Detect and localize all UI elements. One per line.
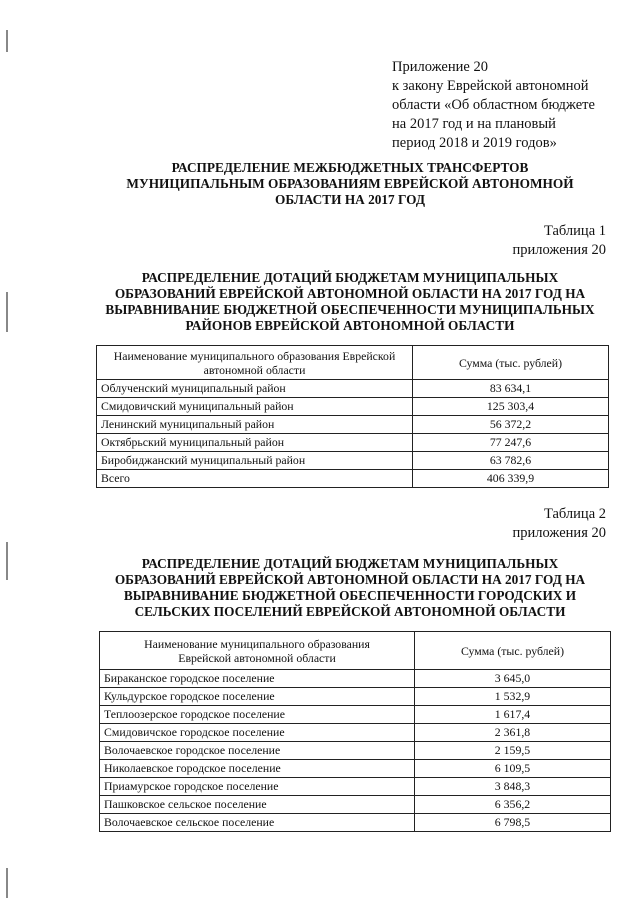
row-sum: 3 848,3	[415, 778, 611, 796]
row-name: Пашковское сельское поселение	[100, 796, 415, 814]
scan-edge-mark	[6, 868, 8, 898]
table2-title-line: РАСПРЕДЕЛЕНИЕ ДОТАЦИЙ БЮДЖЕТАМ МУНИЦИПАЛЬНЫХ	[141, 556, 559, 571]
row-name: Теплоозерское городское поселение	[100, 706, 415, 724]
table2-title-line: ВЫРАВНИВАНИЕ БЮДЖЕТНОЙ ОБЕСПЕЧЕННОСТИ ГОРОДСКИХ И	[123, 588, 577, 603]
table1-title-line: РАЙОНОВ ЕВРЕЙСКОЙ АВТОНОМНОЙ ОБЛАСТИ	[185, 318, 515, 333]
table2-title-line: ОБРАЗОВАНИЙ ЕВРЕЙСКОЙ АВТОНОМНОЙ ОБЛАСТИ НА 2017 ГОД НА	[114, 572, 586, 587]
row-sum: 2 361,8	[415, 724, 611, 742]
table1	[96, 345, 609, 488]
main-title-line: ОБЛАСТИ НА 2017 ГОД	[275, 192, 425, 207]
table-row	[97, 398, 609, 416]
row-name: Смидовичское городское поселение	[100, 724, 415, 742]
row-sum: 63 782,6	[413, 452, 609, 470]
row-sum: 2 159,5	[415, 742, 611, 760]
column-header-name-line: Еврейской автономной области	[178, 650, 336, 665]
table2	[99, 631, 611, 832]
column-header-name-line: Наименование муниципального образования	[144, 636, 370, 651]
row-sum: 125 303,4	[413, 398, 609, 416]
table-header-row	[100, 632, 611, 670]
table-row	[100, 778, 611, 796]
table1-reference	[513, 222, 606, 260]
table-total-row	[97, 470, 609, 488]
table-row	[100, 814, 611, 832]
row-name: Бираканское городское поселение	[100, 670, 415, 688]
table-row	[100, 706, 611, 724]
appendix-line: на 2017 год и на плановый	[392, 116, 556, 132]
row-sum: 1 532,9	[415, 688, 611, 706]
row-name: Приамурское городское поселение	[100, 778, 415, 796]
table2-reference	[513, 505, 606, 543]
table-header-row	[97, 346, 609, 380]
row-sum: 6 798,5	[415, 814, 611, 832]
table-row	[100, 670, 611, 688]
row-name: Октябрьский муниципальный район	[97, 434, 413, 452]
column-header-sum: Сумма (тыс. рублей)	[415, 632, 611, 670]
column-header-sum: Сумма (тыс. рублей)	[413, 346, 609, 380]
column-header-name-line: автономной области	[203, 362, 306, 377]
row-name: Всего	[97, 470, 413, 488]
table1-title-line: РАСПРЕДЕЛЕНИЕ ДОТАЦИЙ БЮДЖЕТАМ МУНИЦИПАЛЬНЫХ	[141, 270, 559, 285]
table2-ref-line: приложения 20	[512, 525, 606, 541]
table-row	[100, 742, 611, 760]
row-name: Волочаевское сельское поселение	[100, 814, 415, 832]
row-name: Биробиджанский муниципальный район	[97, 452, 413, 470]
table2-title	[60, 556, 640, 620]
column-header-name	[100, 632, 415, 670]
table1-title	[60, 270, 640, 334]
row-sum: 406 339,9	[413, 470, 609, 488]
table-row	[100, 724, 611, 742]
row-sum: 1 617,4	[415, 706, 611, 724]
table-row	[100, 760, 611, 778]
scan-edge-mark	[6, 30, 8, 52]
appendix-line: Приложение 20	[392, 59, 488, 75]
row-sum: 77 247,6	[413, 434, 609, 452]
scan-edge-mark	[6, 542, 8, 580]
appendix-line: к закону Еврейской автономной	[392, 78, 589, 94]
scan-edge-mark	[6, 292, 8, 332]
main-title-line: РАСПРЕДЕЛЕНИЕ МЕЖБЮДЖЕТНЫХ ТРАНСФЕРТОВ	[171, 160, 529, 175]
table-row	[97, 416, 609, 434]
main-title	[60, 160, 640, 208]
main-title-line: МУНИЦИПАЛЬНЫМ ОБРАЗОВАНИЯМ ЕВРЕЙСКОЙ АВТОНОМНОЙ	[126, 176, 574, 191]
appendix-line: области «Об областном бюджете	[392, 97, 595, 113]
table1-ref-line: приложения 20	[512, 242, 606, 258]
table-row	[100, 688, 611, 706]
row-sum: 6 356,2	[415, 796, 611, 814]
column-header-name	[97, 346, 413, 380]
table1-title-line: ВЫРАВНИВАНИЕ БЮДЖЕТНОЙ ОБЕСПЕЧЕННОСТИ МУНИЦИПАЛЬНЫХ	[105, 302, 595, 317]
row-sum: 6 109,5	[415, 760, 611, 778]
row-name: Николаевское городское поселение	[100, 760, 415, 778]
table1-title-line: ОБРАЗОВАНИЙ ЕВРЕЙСКОЙ АВТОНОМНОЙ ОБЛАСТИ НА 2017 ГОД НА	[114, 286, 586, 301]
table2-title-line: СЕЛЬСКИХ ПОСЕЛЕНИЙ ЕВРЕЙСКОЙ АВТОНОМНОЙ ОБЛАСТИ	[134, 604, 566, 619]
row-sum: 3 645,0	[415, 670, 611, 688]
table2-ref-line: Таблица 2	[543, 506, 606, 522]
table-row	[97, 452, 609, 470]
row-name: Ленинский муниципальный район	[97, 416, 413, 434]
table-row	[100, 796, 611, 814]
row-name: Облученский муниципальный район	[97, 380, 413, 398]
table-row	[97, 380, 609, 398]
table1-ref-line: Таблица 1	[543, 223, 606, 239]
appendix-note	[392, 58, 632, 153]
row-name: Волочаевское городское поселение	[100, 742, 415, 760]
row-name: Смидовичский муниципальный район	[97, 398, 413, 416]
row-sum: 56 372,2	[413, 416, 609, 434]
table-row	[97, 434, 609, 452]
row-name: Кульдурское городское поселение	[100, 688, 415, 706]
column-header-name-line: Наименование муниципального образования Еврейской	[113, 348, 396, 363]
appendix-line: период 2018 и 2019 годов»	[392, 135, 557, 151]
row-sum: 83 634,1	[413, 380, 609, 398]
